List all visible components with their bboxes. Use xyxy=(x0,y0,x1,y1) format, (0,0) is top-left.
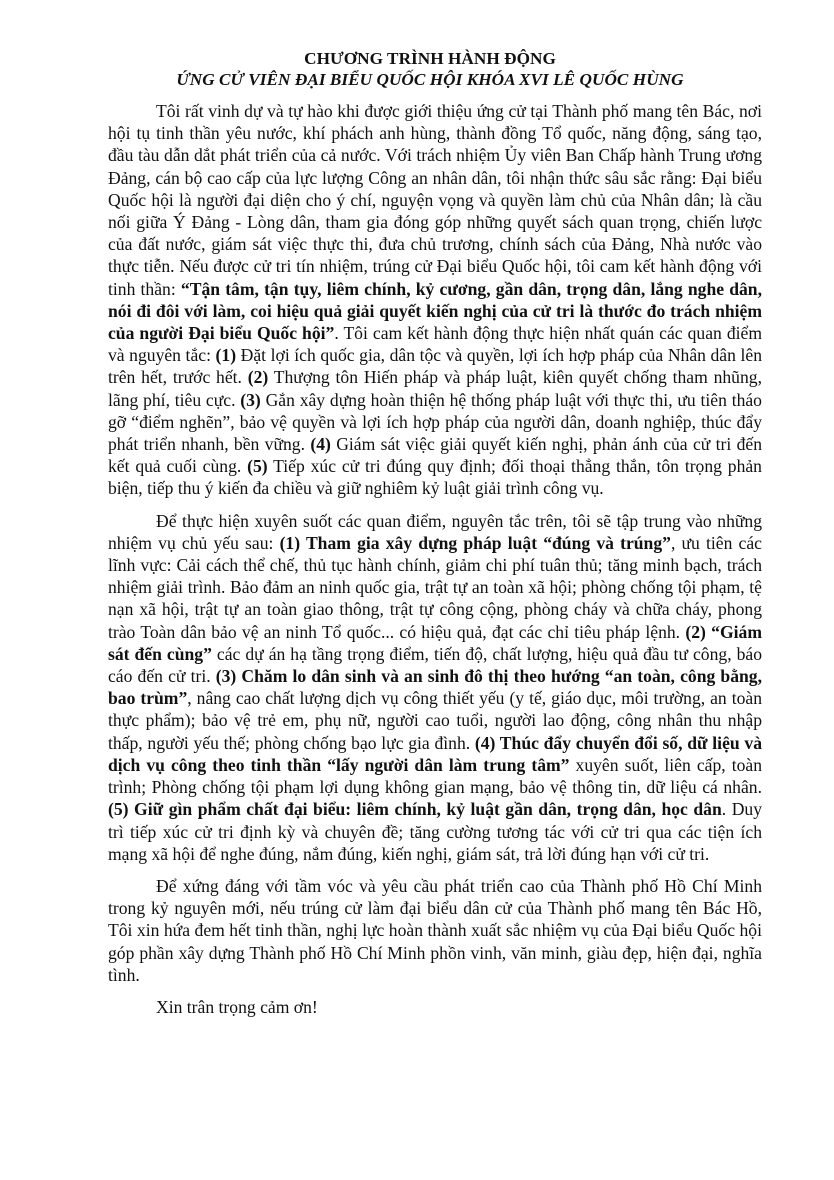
title-line-1: CHƯƠNG TRÌNH HÀNH ĐỘNG xyxy=(304,49,556,68)
task-heading-2: (2) “Giám sát đến cùng” xyxy=(108,621,762,664)
text-run: xuyên suốt, liên cấp, toàn trình; Phòng chống tội phạm lợi dụng không gian mạng, bảo vệ thông tin, dữ liệu cá nhân. xyxy=(108,754,763,798)
text-run: Gắn xây dựng hoàn thiện hệ thống pháp luật với thực thi, ưu tiên tháo gỡ “điểm nghẽn”, bảo vệ quyền và lợi ích hợp pháp của người dân, doanh nghiệp, thúc đẩy phát triển nhanh, bền vững. xyxy=(108,389,762,455)
text-run: . Duy trì tiếp xúc cử tri định kỳ và chuyên đề; tăng cường tương tác với cử tri qua các tiện ích mạng xã hội để nghe đúng, nắm đúng, kiến nghị, giám sát, trả lời đúng hạn với cử tri. xyxy=(108,799,762,864)
text-run: Để thực hiện xuyên suốt các quan điểm, nguyên tắc trên, tôi sẽ tập trung vào những nhiệm vụ chủ yếu sau: xyxy=(108,510,762,553)
principle-number-1: (1) xyxy=(215,345,237,366)
paragraph-key-tasks xyxy=(108,510,762,865)
text-run: Thượng tôn Hiến pháp và pháp luật, kiên quyết chống tham nhũng, lãng phí, tiêu cực. xyxy=(108,367,762,410)
text-run: . Tôi cam kết hành động thực hiện nhất quán các quan điểm và nguyên tắc: xyxy=(108,323,763,366)
text-run: Đặt lợi ích quốc gia, dân tộc và quyền, lợi ích hợp pháp của Nhân dân lên trên hết, trước hết. xyxy=(108,345,762,388)
principle-number-3: (3) xyxy=(240,389,261,410)
title-line-2: ỨNG CỬ VIÊN ĐẠI BIỂU QUỐC HỘI KHÓA XVI LÊ QUỐC HÙNG xyxy=(176,70,684,89)
text-run: , nâng cao chất lượng dịch vụ công thiết yếu (y tế, giáo dục, môi trường, an toàn thực phẩm); bảo vệ trẻ em, phụ nữ, người cao tuổi, người lao động, công nhân thu nhập thấp, người yếu thế; phòng chống bạo lực gia đình. xyxy=(108,688,762,753)
document-body xyxy=(108,100,762,1018)
principle-number-2: (2) xyxy=(247,367,269,388)
task-heading-5: (5) Giữ gìn phẩm chất đại biểu: liêm chính, kỷ luật gần dân, trọng dân, học dân xyxy=(108,799,722,820)
text-run: Tôi rất vinh dự và tự hào khi được giới thiệu ứng cử tại Thành phố mang tên Bác, nơi hội tụ tinh thần yêu nước, khí phách anh hùng, thành đồng Tổ quốc, năng động, sáng tạo, đầu tàu dẫn dắt phát triển của cả nước. Với trách nhiệm Ủy viên Ban Chấp hành Trung ương Đảng, cán bộ cao cấp của lực lượng Công an nhân dân, tôi nhận thức sâu sắc rằng: Đại biểu Quốc hội là người đại diện cho ý chí, nguyện vọng và quyền làm chủ của Nhân dân; là cầu nối giữa Ý Đảng - Lòng dân, tham gia đóng góp những quyết sách quan trọng, chiến lược của đất nước, giám sát việc thực thi, đưa chủ trương, chính sách của Đảng, Nhà nước vào thực tiễn. Nếu được cử tri tín nhiệm, trúng cử Đại biểu Quốc hội, tôi cam kết hành động với tinh thần: xyxy=(108,101,762,299)
paragraph-pledge: Để xứng đáng với tầm vóc và yêu cầu phát triển cao của Thành phố Hồ Chí Minh trong kỷ nguyên mới, nếu trúng cử làm đại biểu dân cử của Thành phố mang tên Bác Hồ, Tôi xin hứa đem hết tinh thần, nghị lực hoàn thành xuất sắc nhiệm vụ của Đại biểu Quốc hội góp phần xây dựng Thành phố Hồ Chí Minh phồn vinh, văn minh, giàu đẹp, hiện đại, nghĩa tình. xyxy=(108,875,762,985)
principle-number-4: (4) xyxy=(310,434,331,455)
text-run: Tiếp xúc cử tri đúng quy định; đối thoại thẳng thắn, tôn trọng phản biện, tiếp thu ý kiến đa chiều và giữ nghiêm kỷ luật giải trình công vụ. xyxy=(108,456,762,499)
text-run: các dự án hạ tầng trọng điểm, tiến độ, chất lượng, hiệu quả đầu tư công, báo cáo đến cử tri. xyxy=(108,643,763,687)
paragraph-introduction xyxy=(108,100,762,500)
text-run: Giám sát việc giải quyết kiến nghị, phản ánh của cử tri đến kết quả cuối cùng. xyxy=(108,434,762,477)
closing-line: Xin trân trọng cảm ơn! xyxy=(156,996,318,1017)
task-heading-3: (3) Chăm lo dân sinh và an sinh đô thị theo hướng “an toàn, công bằng, bao trùm” xyxy=(108,666,762,709)
principle-number-5: (5) xyxy=(247,456,268,477)
bold-commitment-quote: “Tận tâm, tận tụy, liêm chính, kỷ cương, gần dân, trọng dân, lắng nghe dân, nói đi đôi với làm, coi hiệu quả giải quyết kiến nghị của cử tri là thước đo trách nhiệm của người Đại biểu Quốc hội” xyxy=(108,278,762,344)
document-title xyxy=(98,48,762,90)
task-heading-4: (4) Thúc đẩy chuyển đổi số, dữ liệu và dịch vụ công theo tinh thần “lấy người dân làm trung tâm” xyxy=(108,732,762,775)
text-run: , ưu tiên các lĩnh vực: Cải cách thể chế, thủ tục hành chính, giảm chi phí tuân thủ; tăng minh bạch, trách nhiệm giải trình. Bảo đảm an ninh quốc gia, trật tự an toàn xã hội; phòng chống tội phạm, tệ nạn xã hội, trật tự an toàn giao thông, trật tự công cộng, phòng cháy và chữa cháy, phong trào Toàn dân bảo vệ an ninh Tổ quốc... có hiệu quả, đạt các chỉ tiêu pháp lệnh. xyxy=(108,532,762,642)
task-heading-1: (1) Tham gia xây dựng pháp luật “đúng và trúng” xyxy=(279,532,671,553)
